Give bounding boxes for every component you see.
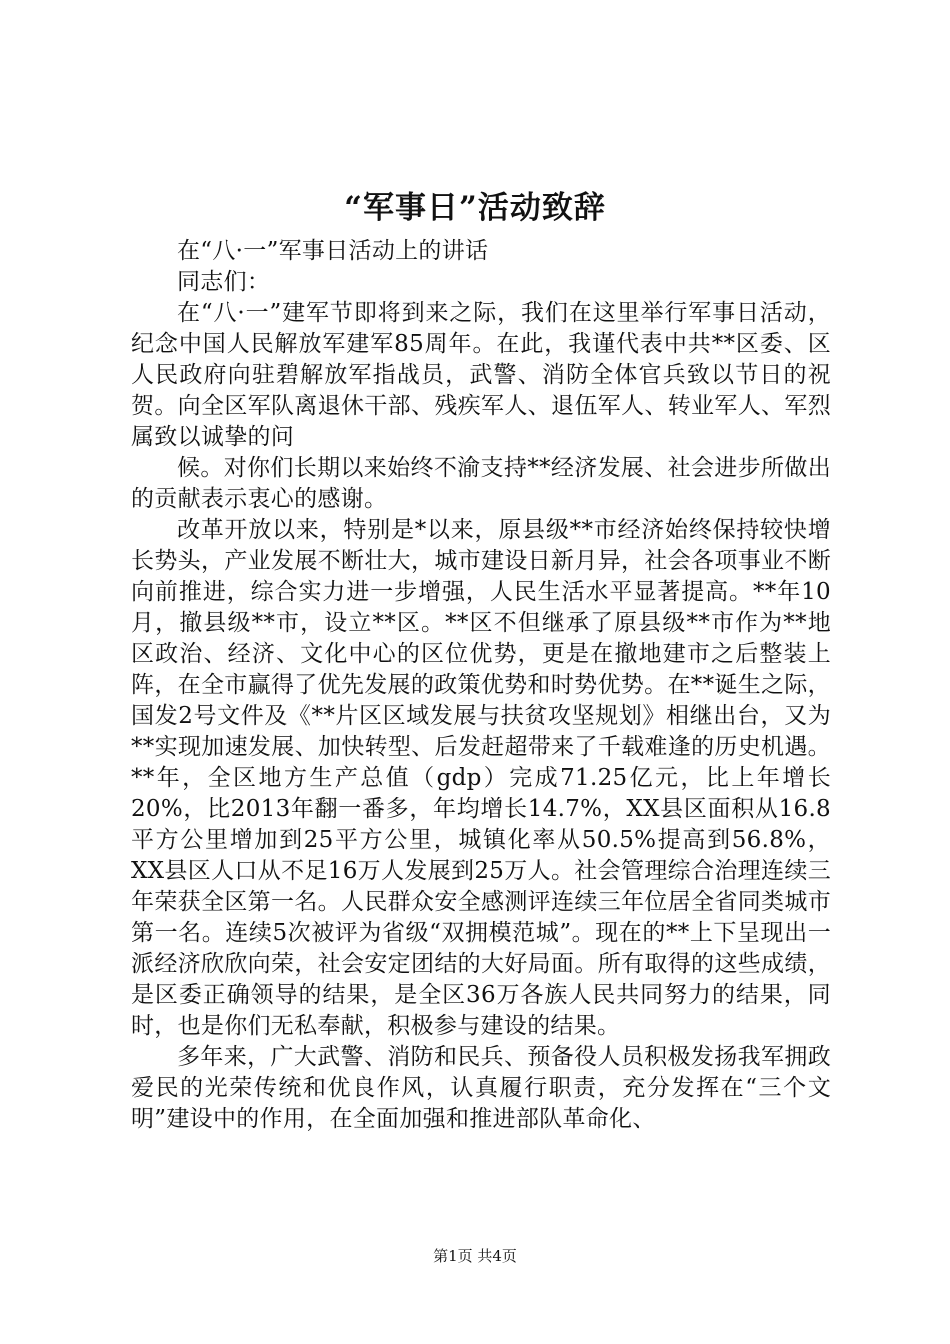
paragraph-2: 候。对你们长期以来始终不渝支持**经济发展、社会进步所做出的贡献表示衷心的感谢。 — [131, 455, 831, 512]
paragraph-4: 多年来，广大武警、消防和民兵、预备役人员积极发扬我军拥政爱民的光荣传统和优良作风，认真履行职责，充分发挥在“三个文明”建设中的作用，在全面加强和推进部队革命化、 — [131, 1044, 831, 1132]
speech-subtitle: 在“八·一”军事日活动上的讲话 — [177, 238, 489, 264]
paragraph-1: 在“八·一”建军节即将到来之际，我们在这里举行军事日活动，纪念中国人民解放军建军85周年。在此，我谨代表中共**区委、区人民政府向驻碧解放军指战员，武警、消防全体官兵致以节日的祝贺。向全区军队离退休干部、残疾军人、退伍军人、转业军人、军烈属致以诚挚的问 — [131, 300, 831, 450]
document-body — [131, 236, 831, 1135]
page-footer: 第1页 共4页 — [433, 1247, 517, 1265]
document-title: “军事日”活动致辞 — [344, 190, 606, 226]
paragraph-3: 改革开放以来，特别是*以来，原县级**市经济始终保持较快增长势头，产业发展不断壮大，城市建设日新月异，社会各项事业不断向前推进，综合实力进一步增强，人民生活水平显著提高。**年10月，撤县级**市，设立**区。**区不但继承了原县级**市作为**地区政治、经济、文化中心的区位优势，更是在撤地建市之后整装上阵，在全市赢得了优先发展的政策优势和时势优势。在**诞生之际，国发2号文件及《**片区区域发展与扶贫攻坚规划》相继出台，又为**实现加速发展、加快转型、后发赶超带来了千载难逢的历史机遇。**年，全区地方生产总值（gdp）完成71.25亿元，比上年增长20%，比2013年翻一番多，年均增长14.7%，XX县区面积从16.8平方公里增加到25平方公里，城镇化率从50.5%提高到56.8%，XX县区人口从不足16万人发展到25万人。社会管理综合治理连续三年荣获全区第一名。人民群众安全感测评连续三年位居全省同类城市第一名。连续5次被评为省级“双拥模范城”。现在的**上下呈现出一派经济欣欣向荣，社会安定团结的大好局面。所有取得的这些成绩，是区委正确领导的结果，是全区36万各族人民共同努力的结果，同时，也是你们无私奉献，积极参与建设的结果。 — [131, 517, 831, 1039]
salutation: 同志们： — [177, 269, 271, 295]
